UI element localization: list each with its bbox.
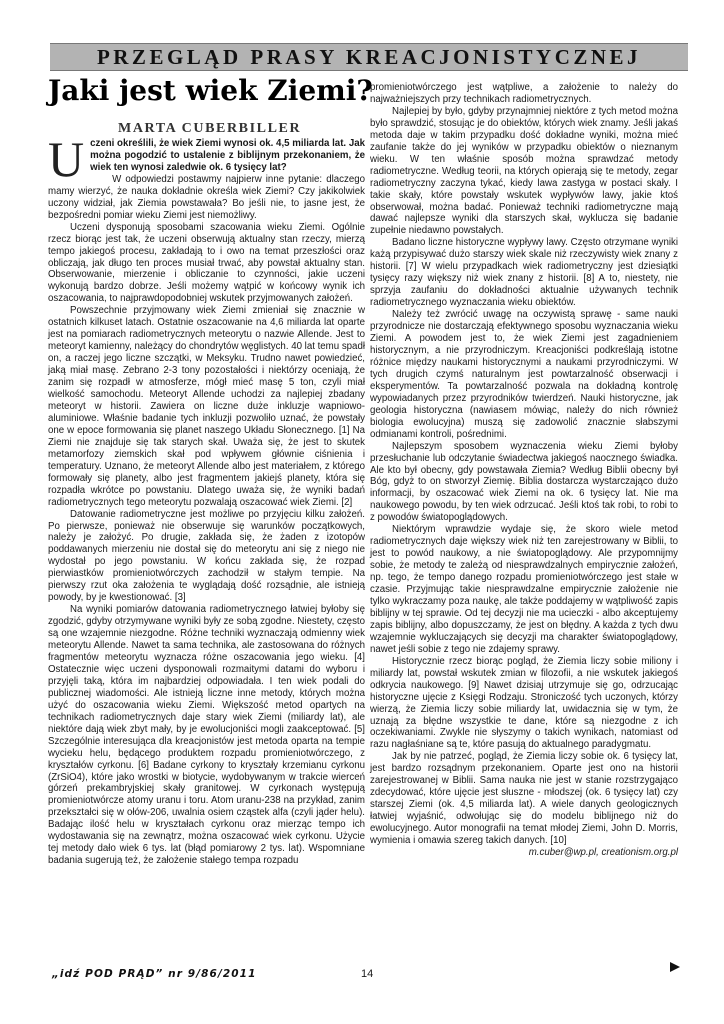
lead-text: czeni określili, że wiek Ziemi wynosi ok. 4,5 miliarda lat. Jak można pogodzić to ustalenie z biblijnym przekonaniem, że wiek ten wynosi zaledwie ok. 6 tysięcy lat?	[90, 138, 365, 173]
paragraph: W odpowiedzi postawmy najpierw inne pytanie: dlaczego mamy wierzyć, że nauka dokładnie określa wiek Ziemi? Czy jakikolwiek uczony widział, jak Ziemia powstawała? Bo jeśli nie, to jasne jest, że bezpośredni pomiar wieku Ziemi jest niemożliwy.	[48, 173, 365, 221]
paragraph: Datowanie radiometryczne jest możliwe po przyjęciu kilku założeń. Po pierwsze, ponieważ nie obserwuje się warunków początkowych, należy je założyć. Po drugie, zakłada się, że żaden z izotopów poddawanych mierzeniu nie dostał się do meteorytu ani się z niego nie wydostał po jego powstaniu. W końcu zakłada się, że rozpad pierwiastków promieniotwórczych zachodził w stałym tempie. Na pierwszy rzut oka założenia te wyglądają dość rozsądnie, ale istnieją powody, by je kwestionować. [3]	[48, 508, 365, 604]
author-contact: m.cuber@wp.pl, creationism.org.pl	[528, 847, 678, 858]
article-title: Jaki jest wiek Ziemi?	[48, 74, 373, 107]
arrow-right-icon	[670, 962, 680, 972]
paragraph-continuation: promieniotwórczego jest wątpliwe, a założenie to należy do najważniejszych przy technikach radiometrycznych.	[370, 82, 678, 105]
paragraph: Historycznie rzecz biorąc pogląd, że Ziemia liczy sobie miliony i miliardy lat, powstał wskutek zmian w filozofii, a nie wskutek jakiegoś odkrycia naukowego. [9] Nawet dzisiaj utrzymuje się go, odrzucając historyczne ujęcie z Księgi Rodzaju. Stroniczość tych uczonych, którzy wierzą, że Ziemia liczy sobie miliardy lat, uwidacznia się w tym, że uznają za błędne wszystkie te dane, które są niezgodne z ich oczekiwaniami. Zwykle nie słyszymy o takich wynikach, natomiast od razu nagłaśniane są te, które pasują do aktualnego paradygmatu.	[370, 655, 678, 751]
drop-cap: U	[48, 131, 85, 187]
section-banner	[50, 43, 688, 71]
paragraph: Jak by nie patrzeć, pogląd, że Ziemia liczy sobie ok. 6 tysięcy lat, jest bardzo rozsądnym przekonaniem. Oparte jest ono na historii zarejestrowanej w Biblii. Sama nauka nie jest w stanie rozstrzygająco zdecydować, które ujęcie jest słuszne - młodszej (ok. 6 tysięcy lat) czy starszej Ziemi (ok. 4,5 miliarda lat). A wiele danych geologicznych łatwiej wyjaśnić, odwołując się do modelu biblijnego niż do ewolucyjnego. Autor monografii na temat młodej Ziemi, John D. Morris, wymienia i omawia szereg takich danych. [10]	[370, 751, 678, 847]
paragraph: Najlepiej by było, gdyby przynajmniej niektóre z tych metod można było sprawdzić, stosując je do obiektów, których wiek znamy. Jeśli jakaś metoda daje w takim przypadku dość dokładne wyniki, można mieć zaufanie także do jej wyników w przypadku obiektów o nieznanym wieku. W ten właśnie sposób można sprawdzać metody radiometryczne. Według teorii, na których opierają się te metody, zegar radiometryczny zaczyna tykać, kiedy lawa zastyga w postaci skały. I takie skały, które powstały wskutek wypływów lawy, jakie ktoś obserwował, można badać. Ponieważ techniki radiometryczne mają dawać najlepsze wyniki dla starszych skał, wyklucza się badanie zupełnie niedawno powstałych.	[370, 105, 678, 237]
paragraph: Należy też zwrócić uwagę na oczywistą sprawę - same nauki przyrodnicze nie dostarczają efektywnego sposobu wyznaczania wieku Ziemi. A powodem jest to, że wiek Ziemi jest zagadnieniem historycznym, a nie przyrodniczym. Kreacjoniści podkreślają istotne różnice między naukami historycznymi a naukami przyrodniczymi. W tych drugich czymś naturalnym jest powtarzalność obserwacji i eksperymentów. Ta powtarzalność pozwala na dokładną kontrolę wypowiadanych przez przyrodników twierdzeń. Nauki historyczne, jak geologia historyczna (nawiasem mówiąc, należy do nich również biologia ewolucyjna) muszą się zadowolić znacznie słabszymi odmianami kontroli, pośrednimi.	[370, 309, 678, 440]
paragraph: Powszechnie przyjmowany wiek Ziemi zmieniał się znacznie w ostatnich kilkuset latach. Ostatnie oszacowanie na 4,6 miliarda lat oparte jest na pomiarach radiometrycznych meteorytu o nazwie Allende. Jest to meteoryt kamienny, należący do chondrytów węglistych. 40 lat temu spadł on, a raczej jego liczne szczątki, w Meksyku. Trudno nawet powiedzieć, jaką miał masę. Zebrano 2-3 tony pozostałości i niektórzy oceniają, że zanim się rozpadł w atmosferze, mógł mieć masę 5 ton, czyli miał wielkość samochodu. Meteoryt Allende uchodzi za najlepiej zbadany meteoryt w historii. Zawiera on liczne duże inkluzje wapniowo-aluminiowe. Właśnie badanie tych inkluzji pozwoliło uznać, że powstały one w epoce formowania się planet naszego Układu Słonecznego. [1] Na Ziemi nie znajduje się tak starych skał. Uważa się, że jest to skutek metamorfozy ziemskich skał pod wpływem głównie ciśnienia i temperatury. Uznano, że meteoryt Allende albo jest materiałem, z którego formowały się planety, albo jest fragmentem jakiejś planety, która się rozpadła wkrótce po powstaniu. Dlatego uważa się, że wyniki badań radiometrycznych tego meteorytu pozwalają oszacować wiek Ziemi. [2]	[48, 305, 365, 508]
publication-footer: „idź POD PRĄD” nr 9/86/2011	[52, 968, 257, 980]
section-title: PRZEGLĄD PRASY KREACJONISTYCZNEJ	[96, 44, 642, 69]
lead-paragraph	[48, 131, 365, 187]
paragraph: Badano liczne historyczne wypływy lawy. Często otrzymane wyniki każą przypisywać dużo starszy wiek skale niż rzeczywisty wiek znany z historii. [7] W wielu przypadkach wiek radiometryczny jest dziesiątki tysięcy razy większy niż wiek znany z historii. [8] A to, niestety, nie sprzyja zaufaniu do dokładności aktualnie używanych technik radiometrycznego wyznaczania wieku obiektów.	[370, 237, 678, 309]
paragraph: Niektórym wprawdzie wydaje się, że skoro wiele metod radiometrycznych daje większy wiek niż ten zarejestrowany w Biblii, to jest to powód naukowy, a nie światopoglądowy. Ale przypomnijmy sobie, że metody te zależą od niesprawdzalnych empirycznie założeń, np. tego, że tempo danego rozpadu promieniotwórczego jest stałe w czasie. Przyjmując takie niesprawdzalne empirycznie założenie nie tylko wykraczamy poza naukę, ale także poddajemy w wątpliwość zapis biblijny w tej sprawie. Od tej decyzji nie ma ucieczki - albo akceptujemy zapis biblijny, albo dopuszczamy, że jest on błędny. A każda z tych dwu wzajemnie wykluczających się decyzji ma charakter światopoglądowy, nawet jeśli sobie z tego nie zdajemy sprawy.	[370, 524, 678, 655]
article-author: MARTA CUBERBILLER	[118, 121, 302, 136]
page-number: 14	[361, 968, 374, 980]
left-column	[48, 131, 365, 867]
paragraph: Na wyniki pomiarów datowania radiometrycznego łatwiej byłoby się zgodzić, gdyby otrzymywane wyniki były ze sobą zgodne. Niestety, często są one wzajemnie niezgodne. Różne techniki wyznaczają odmienny wiek meteorytu Allende. Nawet ta sama technika, ale zastosowana do różnych fragmentów meteorytu wyznacza różne oszacowania jego wieku. [4] Ostatecznie więc uczeni dysponowali rozmaitymi datami do wyboru i przyjęli taką, która im najbardziej odpowiadała. I ten wiek podali do publicznej wiadomości. Ale istnieją liczne inne metody, których można użyć do oszacowania wieku Ziemi. Większość metod opartych na technikach radiometrycznych daje stary wiek Ziemi (miliardy lat), ale niektóre dają wiek zbyt mały, by je ewolucjoniści mogli zaakceptować. [5] Szczególnie interesująca dla kreacjonistów jest metoda oparta na tempie wycieku helu, będącego produktem rozpadu promieniotwórczego, z kryształów cyrkonu. [6] Badane cyrkony to kryształy krzemianu cyrkonu (ZrSiO4), które jako wrostki w biotycie, wydobywanym w trakcie wierceń górzeń prekambryjskiej skały granitowej. W cyrkonach występują promieniotwórcze atomy uranu i toru. Atom uranu-238 na przykład, zanim przekształci się w ołów-206, uwalnia osiem cząstek alfa (czyli jąder helu). Badając ilość helu w kryształach cyrkonu oraz mierząc tempo ich wydostawania się na zewnątrz, można oszacować wiek cyrkonu. Użycie tej metody dało wiek 6 tys. lat (błąd pomiarowy 2 tys. lat). Wspomniane badania sugerują też, że założenie stałego tempa rozpadu	[48, 604, 365, 867]
paragraph: Uczeni dysponują sposobami szacowania wieku Ziemi. Ogólnie rzecz biorąc jest tak, że uczeni obserwują aktualny stan rzeczy, mierzą tempo jakiegoś procesu, zakładają to i owo na temat przeszłości oraz obliczają, jak długo ten proces musiał trwać, aby powstał aktualny stan. Obserwowanie, mierzenie i obliczanie to czynności, jakie uczeni wykonują bardzo dobrze. Jeśli możemy wątpić w końcowy wynik ich oszacowania, to najprawdopodobniej wskutek przyjmowanych założeń.	[48, 221, 365, 305]
paragraph: Najlepszym sposobem wyznaczenia wieku Ziemi byłoby przesłuchanie lub odczytanie świadectwa jakiegoś naocznego świadka. Ale kto był obecny, gdy powstawała Ziemia? Według Biblii obecny był Bóg, gdyż to on stworzył Ziemię. Biblia dostarcza wystarczająco dużo informacji, by oszacować wiek Ziemi na ok. 6 tysięcy lat. Nie ma naukowego powodu, by ten wiek odrzucać. Jeśli ktoś tak robi, to robi to z powodów światopoglądowych.	[370, 440, 678, 524]
right-column	[370, 82, 678, 859]
